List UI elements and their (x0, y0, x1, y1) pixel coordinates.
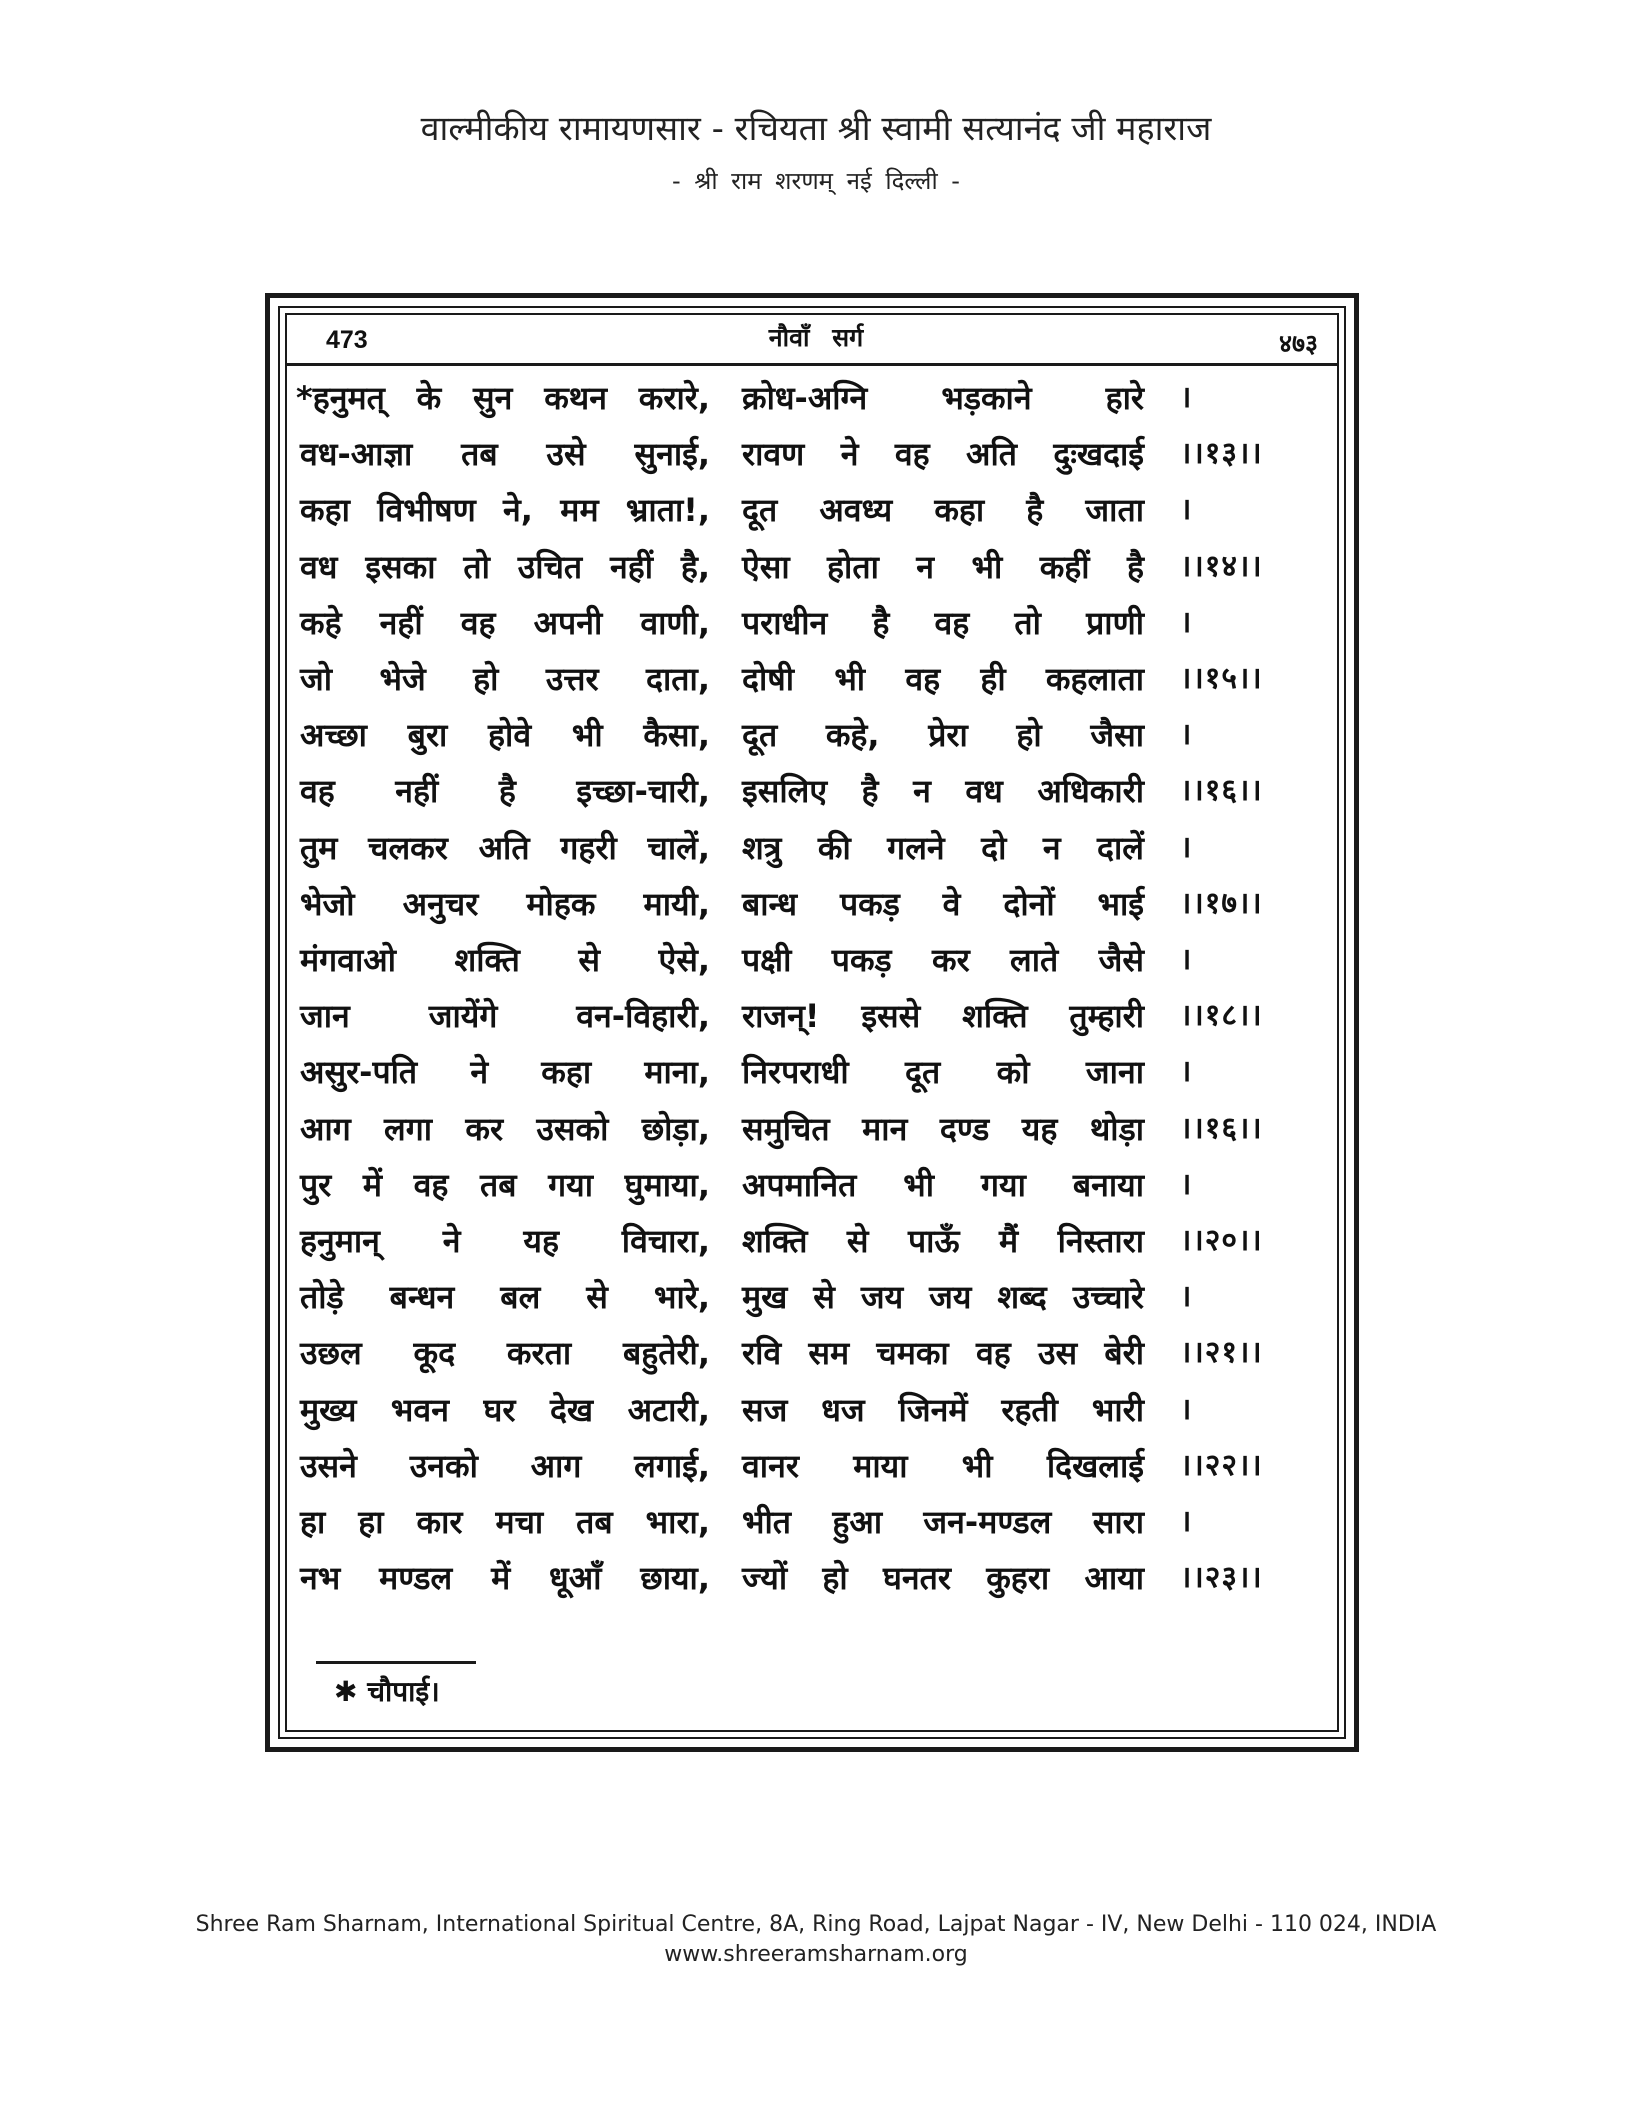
verse-line (0, 1382, 1632, 1438)
verse-line (0, 482, 1632, 538)
verse-line (0, 707, 1632, 763)
verse-line (0, 1438, 1632, 1494)
verse-line (0, 988, 1632, 1044)
verse-second-half: इसलिए है न वध अधिकारी (742, 772, 1144, 811)
footnote: ✱ चौपाई। (334, 1675, 440, 1708)
verse-number: ।।१८।। (1180, 998, 1263, 1034)
verse-number: । (1180, 604, 1193, 640)
verse-number: ।।१४।। (1180, 548, 1263, 584)
verse-second-half: रवि सम चमका वह उस बेरी (742, 1334, 1144, 1373)
verse-number: । (1180, 717, 1193, 753)
verse-first-half: उसने उनको आग लगाई, (300, 1446, 710, 1485)
verse-number: । (1180, 1504, 1193, 1539)
verse-first-half: *हनुमत् के सुन कथन करारे, (296, 379, 710, 417)
verse-first-half: मंगवाओ शक्ति से ऐसे, (300, 941, 710, 979)
verse-second-half: ऐसा होता न भी कहीं है (742, 547, 1144, 586)
verse-number: ।।१५।। (1180, 661, 1263, 696)
verse-number: । (1180, 1391, 1193, 1427)
verse-first-half: कहा विभीषण ने, मम भ्राता!, (300, 491, 710, 530)
verse-line (0, 651, 1632, 707)
verse-line (0, 1550, 1632, 1606)
verse-number: । (1180, 829, 1193, 865)
verse-first-half: जान जायेंगे वन-विहारी, (300, 997, 710, 1036)
verse-number: ।।१६।। (1180, 773, 1263, 809)
verse-number: ।।२१।। (1180, 1335, 1263, 1371)
verse-first-half: उछल कूद करता बहुतेरी, (300, 1334, 710, 1373)
verse-number: । (1180, 1054, 1193, 1090)
verse-second-half: बान्ध पकड़ वे दोनों भाई (742, 884, 1144, 923)
verse-first-half: वध-आज्ञा तब उसे सुनाई, (300, 435, 710, 474)
verse-first-half: जो भेजे हो उत्तर दाता, (300, 660, 710, 698)
verse-first-half: कहे नहीं वह अपनी वाणी, (300, 603, 710, 642)
verse-second-half: पराधीन है वह तो प्राणी (742, 603, 1144, 642)
verse-number: । (1180, 1279, 1193, 1315)
verse-line (0, 1044, 1632, 1100)
verse-first-half: हा हा कार मचा तब भारा, (300, 1503, 710, 1541)
verse-second-half: दूत कहे, प्रेरा हो जैसा (742, 716, 1144, 755)
verse-number: । (1180, 492, 1193, 528)
verse-first-half: भेजो अनुचर मोहक मायी, (300, 884, 710, 923)
footer-website[interactable]: www.shreeramsharnam.org (664, 1942, 968, 1967)
verse-second-half: मुख से जय जय शब्द उच्चारे (742, 1278, 1144, 1317)
verse-second-half: दूत अवध्य कहा है जाता (742, 491, 1144, 530)
verse-line (0, 1325, 1632, 1381)
verse-number: ।।२०।। (1180, 1223, 1263, 1258)
verse-first-half: वह नहीं है इच्छा-चारी, (300, 772, 710, 811)
verse-number: ।।१७।। (1180, 885, 1263, 921)
verse-first-half: तुम चलकर अति गहरी चालें, (300, 828, 710, 867)
verse-number: ।।२३।। (1180, 1560, 1263, 1596)
header-divider (285, 363, 1339, 366)
verse-line (0, 876, 1632, 932)
verse-number: ।।२२।। (1180, 1447, 1263, 1483)
publisher-subtitle: - श्री राम शरणम् नई दिल्ली - (672, 167, 960, 195)
verse-second-half: अपमानित भी गया बनाया (742, 1165, 1144, 1204)
verse-first-half: असुर-पति ने कहा माना, (300, 1053, 710, 1092)
verse-second-half: शत्रु की गलने दो न दालें (742, 828, 1144, 867)
verse-second-half: दोषी भी वह ही कहलाता (742, 660, 1144, 698)
page-number-devanagari: ४७३ (1278, 329, 1318, 358)
footnote-divider (316, 1661, 476, 1664)
verse-line (0, 539, 1632, 595)
page-number-arabic: 473 (326, 326, 368, 354)
verse-second-half: वानर माया भी दिखलाई (742, 1446, 1144, 1485)
verse-number: ।।१३।। (1180, 436, 1263, 472)
verse-number: । (1180, 1166, 1193, 1202)
verse-line (0, 1269, 1632, 1325)
verse-line (0, 370, 1632, 426)
verse-line (0, 595, 1632, 651)
verse-first-half: आग लगा कर उसको छोड़ा, (300, 1109, 710, 1148)
verse-number: । (1180, 380, 1193, 415)
verse-line (0, 1101, 1632, 1157)
verse-first-half: नभ मण्डल में धूआँ छाया, (300, 1559, 710, 1598)
book-title: वाल्मीकीय रामायणसार - रचियता श्री स्वामी सत्यानंद जी महाराज (420, 109, 1212, 149)
verse-line (0, 1494, 1632, 1550)
chapter-title: नौवाँ सर्ग (768, 323, 864, 352)
verse-first-half: पुर में वह तब गया घुमाया, (300, 1165, 710, 1204)
verse-second-half: राजन्! इससे शक्ति तुम्हारी (742, 997, 1144, 1036)
verse-second-half: पक्षी पकड़ कर लाते जैसे (742, 941, 1144, 979)
verse-first-half: मुख्य भवन घर देख अटारी, (300, 1390, 710, 1429)
verse-second-half: क्रोध-अग्नि भड़काने हारे (742, 379, 1144, 417)
verse-first-half: अच्छा बुरा होवे भी कैसा, (300, 716, 710, 755)
verse-second-half: रावण ने वह अति दुःखदाई (742, 435, 1144, 474)
verse-first-half: तोड़े बन्धन बल से भारे, (300, 1278, 710, 1317)
verse-second-half: निरपराधी दूत को जाना (742, 1053, 1144, 1092)
verse-second-half: शक्ति से पाऊँ मैं निस्तारा (742, 1222, 1144, 1260)
verse-line (0, 820, 1632, 876)
verse-line (0, 1213, 1632, 1269)
verse-number: ।।१६।। (1180, 1110, 1263, 1146)
verse-second-half: सज धज जिनमें रहती भारी (742, 1390, 1144, 1429)
verse-line (0, 426, 1632, 482)
verse-second-half: समुचित मान दण्ड यह थोड़ा (742, 1109, 1144, 1148)
verse-line (0, 1157, 1632, 1213)
verse-first-half: हनुमान् ने यह विचारा, (300, 1222, 710, 1260)
verse-line (0, 763, 1632, 819)
verse-line (0, 932, 1632, 988)
verse-second-half: ज्यों हो घनतर कुहरा आया (742, 1559, 1144, 1598)
verse-first-half: वध इसका तो उचित नहीं है, (300, 547, 710, 586)
footer-address: Shree Ram Sharnam, International Spiritual Centre, 8A, Ring Road, Lajpat Nagar - IV, New Delhi - 110 024, INDIA (195, 1912, 1437, 1937)
verse-second-half: भीत हुआ जन-मण्डल सारा (742, 1503, 1144, 1541)
verse-number: । (1180, 942, 1193, 977)
